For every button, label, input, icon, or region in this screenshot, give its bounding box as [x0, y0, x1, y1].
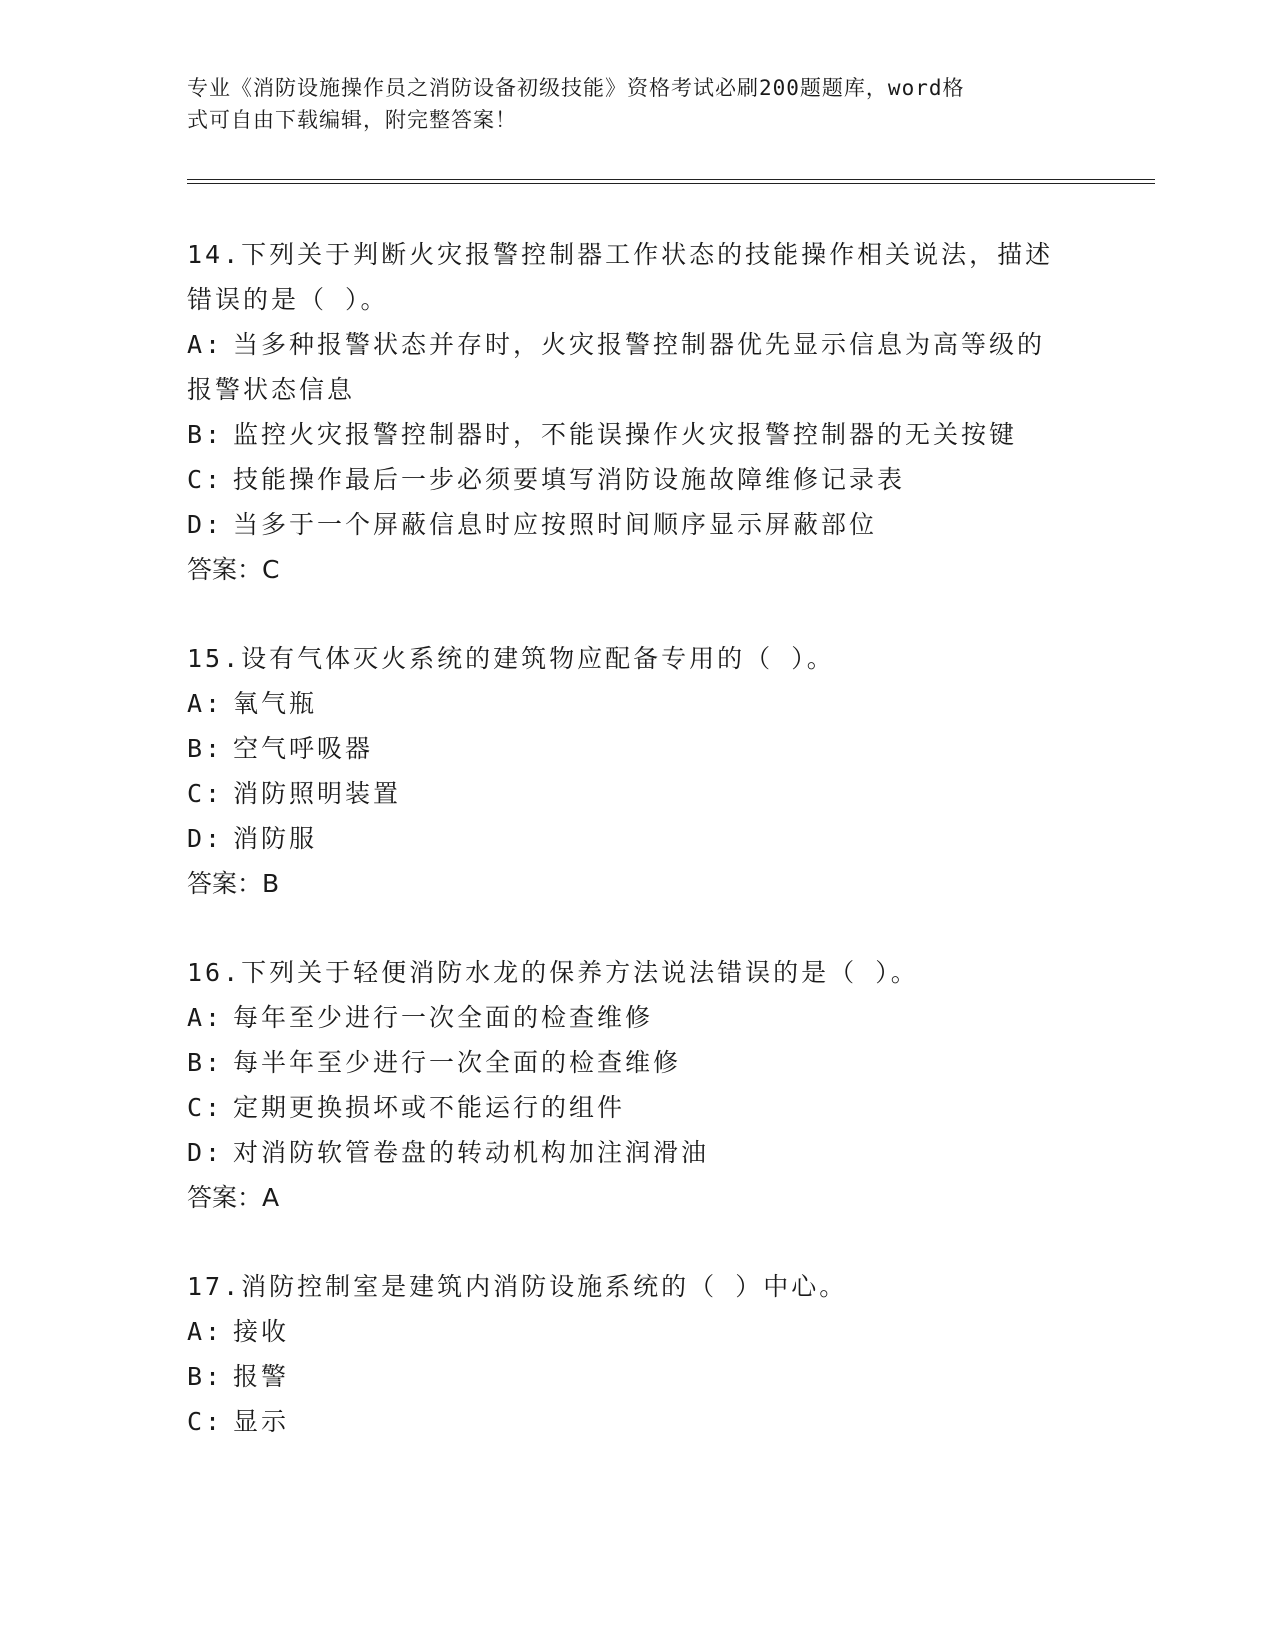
option-text: 氧气瓶	[233, 689, 318, 718]
stem-line: 错误的是（ ）。	[187, 285, 389, 314]
option-text: 每年至少进行一次全面的检查维修	[233, 1003, 654, 1032]
answer: 答案：C	[187, 555, 280, 584]
header-line-1: 专业《消防设施操作员之消防设备初级技能》资格考试必刷200题题库，word格	[187, 76, 965, 100]
option-c	[187, 771, 1087, 816]
option-d	[187, 1130, 1087, 1175]
option-key: C:	[187, 1407, 224, 1436]
question-stem	[187, 232, 1087, 322]
question-stem	[187, 1264, 1087, 1309]
option-text: 消防服	[233, 824, 318, 853]
option-text: 定期更换损坏或不能运行的组件	[233, 1093, 626, 1122]
option-a	[187, 681, 1087, 726]
page-header	[187, 72, 1087, 136]
option-text: 对消防软管卷盘的转动机构加注润滑油	[233, 1138, 710, 1167]
header-line-2: 式可自由下载编辑，附完整答案！	[187, 108, 517, 132]
option-text: 显示	[233, 1407, 290, 1436]
option-key: D:	[187, 1138, 224, 1167]
option-key: D:	[187, 824, 224, 853]
option-text: 空气呼吸器	[233, 734, 374, 763]
option-key: C:	[187, 465, 224, 494]
option-c	[187, 1085, 1087, 1130]
option-a-continued	[187, 367, 1087, 412]
stem-line: 14.下列关于判断火灾报警控制器工作状态的技能操作相关说法，描述	[187, 240, 1054, 269]
option-a	[187, 995, 1087, 1040]
option-key: D:	[187, 510, 224, 539]
option-a	[187, 322, 1087, 367]
question-stem	[187, 636, 1087, 681]
option-key: B:	[187, 420, 224, 449]
question-16	[187, 950, 1087, 1220]
stem-line: 15.设有气体灭火系统的建筑物应配备专用的（ ）。	[187, 644, 835, 673]
stem-line: 17.消防控制室是建筑内消防设施系统的（ ）中心。	[187, 1272, 848, 1301]
option-b	[187, 412, 1087, 457]
question-14	[187, 232, 1087, 592]
option-key: A:	[187, 689, 224, 718]
option-key: C:	[187, 1093, 224, 1122]
option-text: 报警	[233, 1362, 290, 1391]
question-list	[187, 232, 1087, 1488]
option-key: B:	[187, 1362, 224, 1391]
option-c	[187, 457, 1087, 502]
question-15	[187, 636, 1087, 906]
option-key: C:	[187, 779, 224, 808]
option-key: B:	[187, 1048, 224, 1077]
answer: 答案：B	[187, 869, 280, 898]
option-key: A:	[187, 330, 224, 359]
option-a	[187, 1309, 1087, 1354]
question-stem	[187, 950, 1087, 995]
option-d	[187, 502, 1087, 547]
option-text: 监控火灾报警控制器时，不能误操作火灾报警控制器的无关按键	[233, 420, 1018, 449]
option-b	[187, 726, 1087, 771]
option-text	[233, 322, 1045, 367]
option-b	[187, 1354, 1087, 1399]
option-key: B:	[187, 734, 224, 763]
option-b	[187, 1040, 1087, 1085]
header-divider-top	[187, 179, 1155, 180]
option-key: A:	[187, 1003, 224, 1032]
option-line: 当多种报警状态并存时，火灾报警控制器优先显示信息为高等级的	[233, 330, 1046, 359]
option-text: 技能操作最后一步必须要填写消防设施故障维修记录表	[233, 465, 906, 494]
option-text: 消防照明装置	[233, 779, 402, 808]
option-text: 每半年至少进行一次全面的检查维修	[233, 1048, 682, 1077]
answer: 答案：A	[187, 1183, 280, 1212]
header-divider-bottom	[187, 183, 1155, 184]
option-d	[187, 816, 1087, 861]
option-line: 报警状态信息	[187, 375, 356, 404]
question-17	[187, 1264, 1087, 1444]
option-text: 当多于一个屏蔽信息时应按照时间顺序显示屏蔽部位	[233, 510, 878, 539]
option-c	[187, 1399, 1087, 1444]
option-text: 接收	[233, 1317, 290, 1346]
stem-line: 16.下列关于轻便消防水龙的保养方法说法错误的是（ ）。	[187, 958, 919, 987]
option-key: A:	[187, 1317, 224, 1346]
